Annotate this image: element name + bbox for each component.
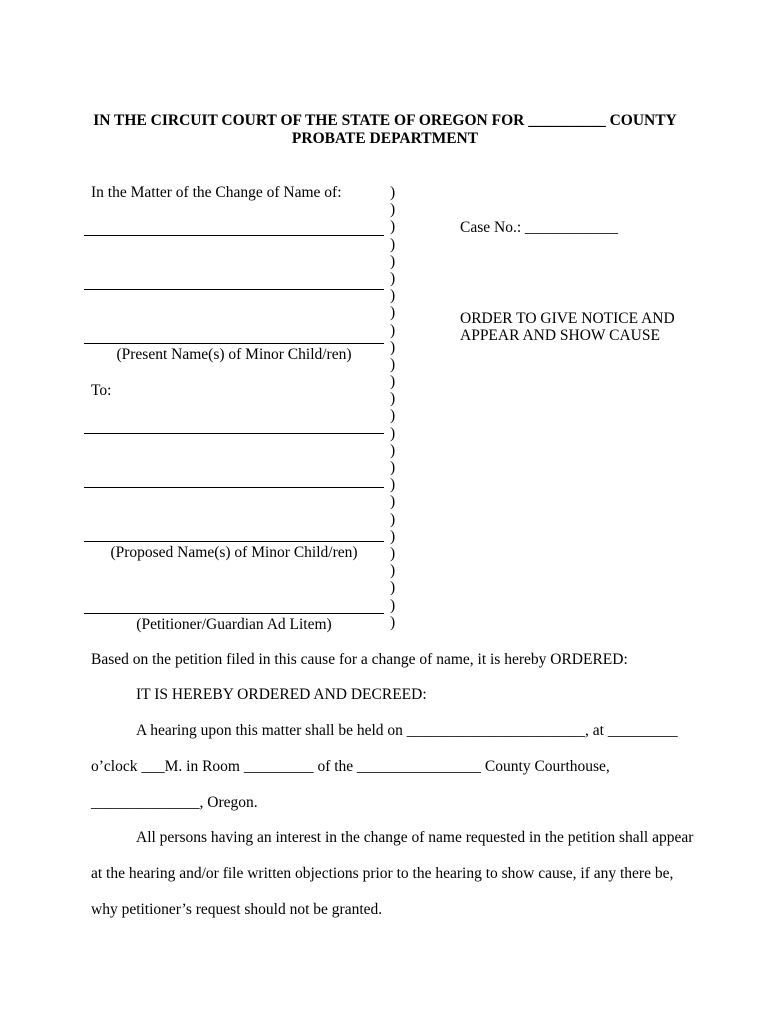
paren: ) [390,321,396,339]
paren: ) [390,407,396,425]
persons-line-3: why petitioner’s request should not be granted. [91,901,383,918]
court-heading: IN THE CIRCUIT COURT OF THE STATE OF OREGON FOR __________ COUNTY [93,112,677,129]
petitioner-caption: (Petitioner/Guardian Ad Litem) [136,616,332,633]
paren: ) [390,338,396,356]
present-name-line-1[interactable] [84,235,384,236]
paren: ) [390,269,396,287]
recipient-line-1[interactable] [84,433,384,434]
paren: ) [390,613,396,631]
paren: ) [390,252,396,270]
matter-label: In the Matter of the Change of Name of: [91,184,342,201]
hearing-line-1: A hearing upon this matter shall be held on _______________________, at _________ [136,722,678,739]
petitioner-line[interactable] [84,613,384,614]
intro-paragraph: Based on the petition filed in this cause for a change of name, it is hereby ORDERED: [91,651,628,668]
paren: ) [390,218,396,236]
paren: ) [390,476,396,494]
hearing-line-3: ______________, Oregon. [91,794,258,811]
paren: ) [390,544,396,562]
persons-line-2: at the hearing and/or file written objections prior to the hearing to show cause, if any there be, [91,865,674,882]
proposed-name-line[interactable] [84,541,384,542]
paren: ) [390,355,396,373]
paren: ) [390,287,396,305]
order-title-line-2: APPEAR AND SHOW CAUSE [460,327,660,344]
department-heading: PROBATE DEPARTMENT [291,130,479,147]
paren: ) [390,235,396,253]
paren: ) [390,579,396,597]
paren: ) [390,184,396,201]
hearing-line-2: o’clock ___M. in Room _________ of the ________________ County Courthouse, [91,758,610,775]
paren: ) [390,424,396,442]
paren: ) [390,596,396,614]
present-name-line-3[interactable] [84,343,384,344]
paren: ) [390,304,396,322]
to-label: To: [91,382,112,399]
paren: ) [390,201,396,219]
case-number-field[interactable]: Case No.: ____________ [460,219,619,236]
paren: ) [390,441,396,459]
paren: ) [390,562,396,580]
paren: ) [390,510,396,528]
paren: ) [390,459,396,476]
caption-paren-column [390,184,395,631]
paren: ) [390,390,396,408]
proposed-name-caption: (Proposed Name(s) of Minor Child/ren) [110,544,358,561]
order-title-line-1: ORDER TO GIVE NOTICE AND [460,310,675,327]
decree-paragraph: IT IS HEREBY ORDERED AND DECREED: [136,686,427,703]
present-name-caption: (Present Name(s) of Minor Child/ren) [116,346,352,363]
paren: ) [390,527,396,545]
paren: ) [390,493,396,511]
paren: ) [390,373,396,391]
recipient-line-2[interactable] [84,487,384,488]
persons-line-1: All persons having an interest in the change of name requested in the petition shall appear [136,829,694,846]
present-name-line-2[interactable] [84,289,384,290]
